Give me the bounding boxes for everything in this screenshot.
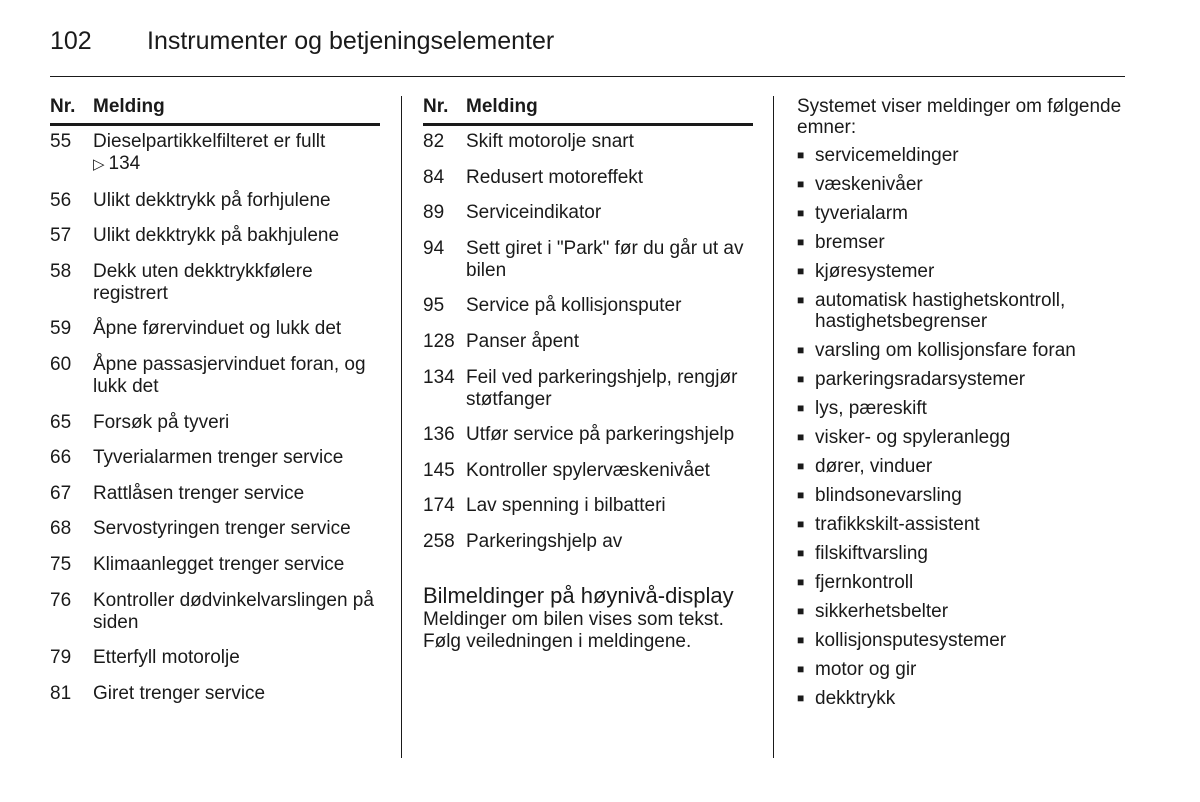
- message-table-2: [423, 96, 753, 653]
- table-row: [50, 683, 380, 705]
- list-item: [797, 290, 1127, 332]
- table-header: [50, 96, 380, 126]
- message-number: 59: [50, 318, 72, 340]
- message-text: [93, 518, 380, 540]
- message-text: [93, 590, 380, 634]
- column-header-message: Melding: [466, 96, 538, 117]
- table-row: [50, 131, 380, 176]
- table-row: [423, 367, 753, 411]
- list-item-text: fjernkontroll: [815, 572, 914, 593]
- list-item: [797, 688, 1127, 709]
- message-text: [93, 483, 380, 505]
- message-label: Kontroller spylervæskenivået: [466, 459, 710, 481]
- bullet-icon: ■: [797, 206, 805, 220]
- list-item: [797, 398, 1127, 419]
- message-number: 66: [50, 447, 72, 469]
- list-item: [797, 203, 1127, 224]
- message-label: Sett giret i "Park" før du går ut av bilen: [466, 237, 744, 281]
- list-item: [797, 659, 1127, 680]
- message-number: 65: [50, 411, 72, 433]
- bullet-icon: ■: [797, 575, 805, 589]
- message-label: Kontroller dødvinkelvarslingen på siden: [93, 589, 374, 633]
- message-number: 258: [423, 530, 455, 552]
- message-label: Dieselpartikkelfilteret er fullt: [93, 131, 326, 152]
- table-row: [50, 261, 380, 305]
- list-item: [797, 145, 1127, 166]
- page-title: Instrumenter og betjeningselementer: [147, 27, 555, 55]
- message-number: 82: [423, 131, 445, 152]
- message-text: [93, 412, 380, 434]
- message-text: [466, 167, 753, 189]
- table-rows: [423, 131, 753, 553]
- message-text: [466, 238, 753, 282]
- message-label: Lav spenning i bilbatteri: [466, 495, 666, 517]
- message-label: Tyverialarmen trenger service: [93, 447, 344, 469]
- bullet-icon: ■: [797, 517, 805, 531]
- message-label: Ulikt dekktrykk på bakhjulene: [93, 225, 340, 247]
- table-header: [423, 96, 753, 126]
- message-label: Rattlåsen trenger service: [93, 482, 305, 504]
- message-number: 134: [423, 366, 455, 388]
- message-text: [93, 354, 380, 398]
- list-item-text: sikkerhetsbelter: [815, 601, 949, 622]
- list-item: [797, 514, 1127, 535]
- table-row: [423, 202, 753, 224]
- table-row: [50, 447, 380, 469]
- table-row: [423, 238, 753, 282]
- message-label: Service på kollisjonsputer: [466, 295, 682, 317]
- page-header: [50, 24, 1125, 77]
- message-number: 57: [50, 225, 72, 247]
- message-number: 89: [423, 202, 445, 224]
- list-item-text: varsling om kollisjonsfare foran: [815, 340, 1076, 361]
- message-number: 128: [423, 330, 455, 352]
- message-text: [93, 554, 380, 576]
- bullet-icon: ■: [797, 604, 805, 618]
- message-text: [466, 331, 753, 353]
- table-rows: [50, 131, 380, 705]
- section-heading: Bilmeldinger på høynivå-display: [423, 582, 734, 608]
- message-label: Klimaanlegget trenger service: [93, 553, 345, 575]
- list-item: [797, 543, 1127, 564]
- message-text: [93, 318, 380, 340]
- table-row: [50, 590, 380, 634]
- message-label: Serviceindikator: [466, 202, 602, 224]
- table-row: [50, 190, 380, 212]
- message-label: Etterfyll motorolje: [93, 647, 240, 669]
- message-number: 60: [50, 353, 72, 375]
- table-row: [50, 518, 380, 540]
- message-label: Åpne passasjervinduet foran, og lukk det: [93, 353, 366, 397]
- message-label: Giret trenger service: [93, 682, 266, 704]
- list-item: [797, 572, 1127, 593]
- message-text: [93, 447, 380, 469]
- message-number: 136: [423, 424, 455, 446]
- message-number: 79: [50, 647, 72, 669]
- list-item-text: trafikkskilt-assistent: [815, 514, 980, 535]
- table-row: [50, 647, 380, 669]
- list-item-text: parkeringsradarsystemer: [815, 369, 1026, 390]
- topic-list: [797, 145, 1127, 709]
- message-table-1: [50, 96, 380, 718]
- message-number: 68: [50, 518, 72, 540]
- bullet-icon: ■: [797, 264, 805, 278]
- table-row: [50, 483, 380, 505]
- message-number: 67: [50, 482, 72, 504]
- list-item: [797, 174, 1127, 195]
- message-text: [466, 460, 753, 482]
- table-row: [423, 131, 753, 153]
- bullet-icon: ■: [797, 691, 805, 705]
- column-divider: [773, 96, 774, 758]
- table-row: [50, 554, 380, 576]
- bullet-icon: ■: [797, 459, 805, 473]
- list-item-text: lys, pæreskift: [815, 398, 927, 419]
- column-divider: [401, 96, 402, 758]
- section-body: Meldinger om bilen vises som tekst. Følg veiledningen i meldingene.: [423, 608, 724, 652]
- list-item: [797, 427, 1127, 448]
- list-item: [797, 630, 1127, 651]
- topic-list-column: [797, 96, 1127, 717]
- list-item: [797, 232, 1127, 253]
- bullet-icon: ■: [797, 546, 805, 560]
- table-row: [423, 424, 753, 446]
- table-row: [423, 531, 753, 553]
- message-text: [466, 131, 753, 153]
- list-item-text: servicemeldinger: [815, 145, 959, 166]
- bullet-icon: ■: [797, 343, 805, 357]
- message-text: [466, 424, 753, 446]
- column-header-nr: Nr.: [423, 96, 449, 117]
- table-row: [50, 225, 380, 247]
- topic-intro: Systemet viser meldinger om følgende emner:: [797, 96, 1122, 138]
- list-item-text: dekktrykk: [815, 688, 896, 709]
- list-item-text: filskiftvarsling: [815, 543, 928, 564]
- bullet-icon: ■: [797, 235, 805, 249]
- bullet-icon: ■: [797, 488, 805, 502]
- message-number: 75: [50, 553, 72, 575]
- message-label: Panser åpent: [466, 330, 580, 352]
- table-row: [50, 412, 380, 434]
- list-item-text: visker- og spyleranlegg: [815, 427, 1011, 448]
- list-item-text: kollisjonsputesystemer: [815, 630, 1007, 651]
- message-number: 174: [423, 495, 455, 517]
- message-label: Utfør service på parkeringshjelp: [466, 424, 735, 446]
- message-label: Parkeringshjelp av: [466, 530, 623, 552]
- message-number: 94: [423, 237, 445, 259]
- page-reference-icon: ▷: [93, 156, 105, 173]
- list-item-text: blindsonevarsling: [815, 485, 962, 506]
- message-label: Ulikt dekktrykk på forhjulene: [93, 189, 331, 211]
- message-text: [93, 261, 380, 305]
- message-number: 56: [50, 189, 72, 211]
- table-row: [423, 495, 753, 517]
- list-item-text: kjøresystemer: [815, 261, 935, 282]
- message-number: 84: [423, 166, 445, 188]
- message-number: 58: [50, 260, 72, 282]
- list-item: [797, 261, 1127, 282]
- message-text: [93, 225, 380, 247]
- message-number: 55: [50, 131, 72, 152]
- message-number: 76: [50, 589, 72, 611]
- message-label: Redusert motoreffekt: [466, 166, 644, 188]
- page-reference[interactable]: 134: [108, 153, 141, 174]
- list-item-text: motor og gir: [815, 659, 917, 680]
- table-row: [50, 318, 380, 340]
- list-item: [797, 340, 1127, 361]
- bullet-icon: ■: [797, 177, 805, 191]
- list-item-text: væskenivåer: [815, 174, 923, 195]
- message-text: [93, 131, 380, 176]
- table-row: [423, 295, 753, 317]
- list-item-text: tyverialarm: [815, 203, 908, 224]
- table-row: [423, 460, 753, 482]
- message-text: [466, 495, 753, 517]
- list-item: [797, 485, 1127, 506]
- message-label: Forsøk på tyveri: [93, 411, 230, 433]
- message-label: Feil ved parkeringshjelp, rengjør støtfanger: [466, 366, 738, 410]
- column-header-nr: Nr.: [50, 96, 76, 117]
- message-text: [466, 531, 753, 553]
- message-label: Servostyringen trenger service: [93, 518, 351, 540]
- message-text: [93, 647, 380, 669]
- message-number: 145: [423, 459, 455, 481]
- table-row: [50, 354, 380, 398]
- bullet-icon: ■: [797, 662, 805, 676]
- table-row: [423, 331, 753, 353]
- column-header-message: Melding: [93, 96, 165, 117]
- message-label: Dekk uten dekktrykkfølere registrert: [93, 260, 313, 304]
- list-item-text: automatisk hastighetskontroll, hastighetsbegrenser: [815, 290, 1066, 332]
- message-number: 81: [50, 682, 72, 704]
- bullet-icon: ■: [797, 430, 805, 444]
- table-row: [423, 167, 753, 189]
- message-text: [93, 683, 380, 705]
- message-number: 95: [423, 295, 445, 317]
- bullet-icon: ■: [797, 148, 805, 162]
- list-item: [797, 369, 1127, 390]
- bullet-icon: ■: [797, 401, 805, 415]
- bullet-icon: ■: [797, 293, 805, 307]
- page-number: 102: [50, 27, 92, 55]
- message-text: [93, 190, 380, 212]
- list-item: [797, 456, 1127, 477]
- list-item-text: dører, vinduer: [815, 456, 933, 477]
- bullet-icon: ■: [797, 633, 805, 647]
- message-label: Skift motorolje snart: [466, 131, 634, 152]
- message-text: [466, 295, 753, 317]
- bullet-icon: ■: [797, 372, 805, 386]
- list-item: [797, 601, 1127, 622]
- message-label: Åpne førervinduet og lukk det: [93, 318, 342, 340]
- message-text: [466, 202, 753, 224]
- list-item-text: bremser: [815, 232, 885, 253]
- message-text: [466, 367, 753, 411]
